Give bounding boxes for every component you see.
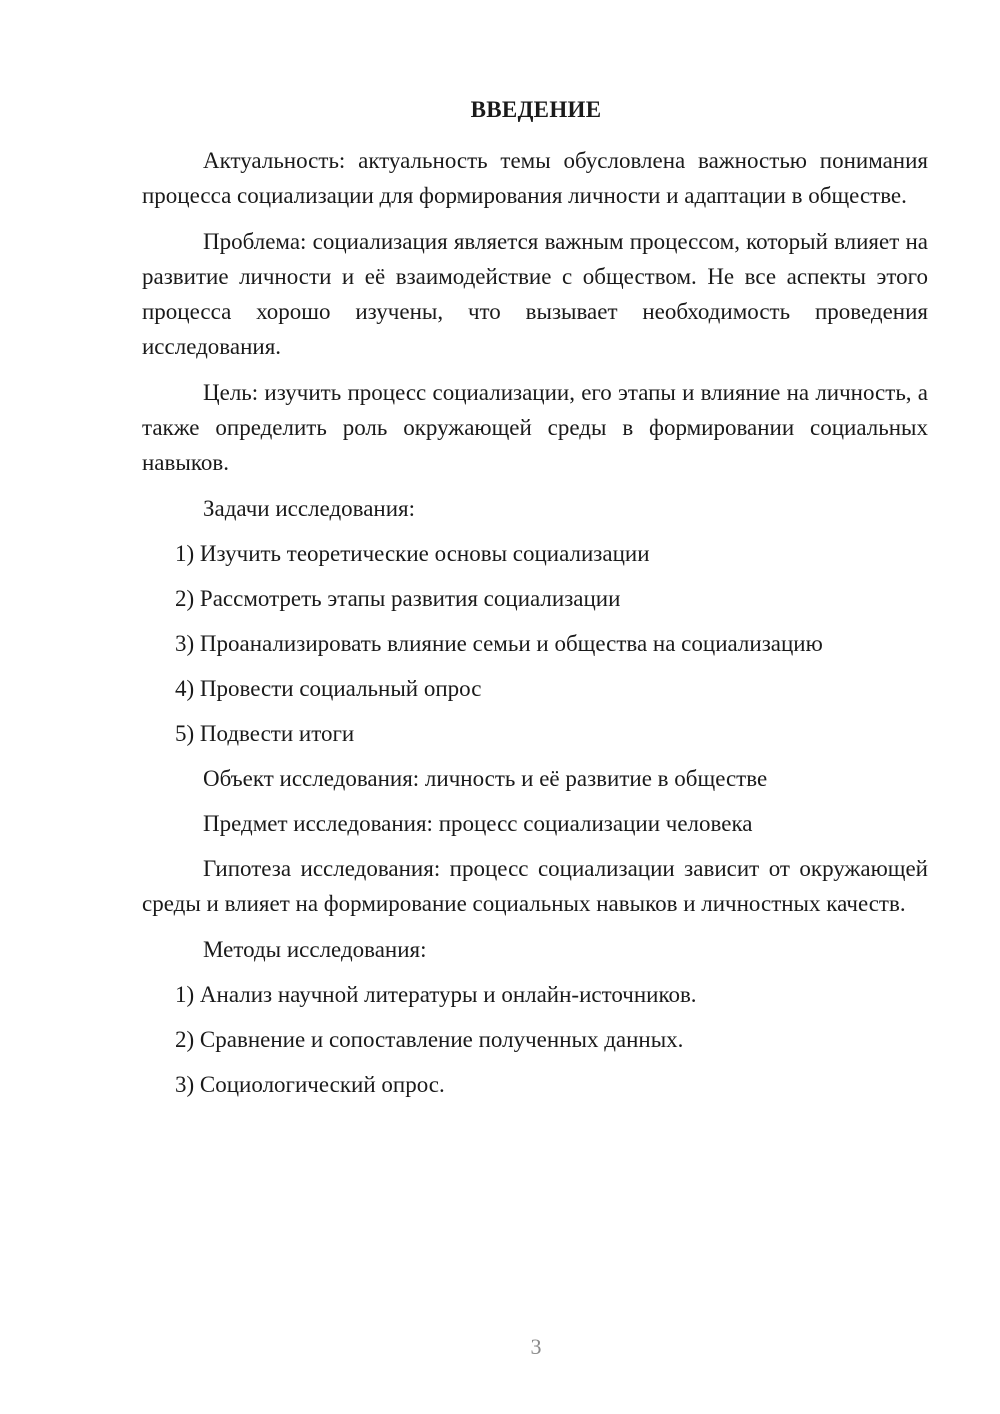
task-item: 4) Провести социальный опрос xyxy=(175,676,482,701)
methods-heading: Методы исследования: xyxy=(203,937,427,962)
problem-paragraph: Проблема: социализация является важным процессом, который влияет на развитие личности и её взаимодействие с обществом. Не все аспекты этого процесса хорошо изучены, что вызывает необходимость проведения исследования. xyxy=(142,229,928,359)
page-number: 3 xyxy=(530,1334,542,1359)
task-item: 2) Рассмотреть этапы развития социализации xyxy=(175,586,621,611)
goal-paragraph: Цель: изучить процесс социализации, его этапы и влияние на личность, а также определить роль окружающей среды в формировании социальных навыков. xyxy=(142,380,928,475)
task-item: 3) Проанализировать влияние семьи и общества на социализацию xyxy=(175,631,823,656)
research-subject: Предмет исследования: процесс социализации человека xyxy=(203,811,753,836)
method-item: 2) Сравнение и сопоставление полученных данных. xyxy=(175,1027,684,1052)
research-object: Объект исследования: личность и её развитие в обществе xyxy=(203,766,768,791)
hypothesis-paragraph: Гипотеза исследования: процесс социализации зависит от окружающей среды и влияет на формирование социальных навыков и личностных качеств. xyxy=(142,856,928,916)
methods-list xyxy=(142,977,928,1102)
method-item: 3) Социологический опрос. xyxy=(175,1072,445,1097)
section-title: ВВЕДЕНИЕ xyxy=(470,97,602,122)
document-body xyxy=(142,143,928,1112)
relevance-paragraph: Актуальность: актуальность темы обусловлена важностью понимания процесса социализации для формирования личности и адаптации в обществе. xyxy=(142,148,928,208)
method-item: 1) Анализ научной литературы и онлайн-источников. xyxy=(175,982,697,1007)
tasks-list xyxy=(142,536,928,751)
tasks-heading: Задачи исследования: xyxy=(203,496,416,521)
task-item: 5) Подвести итоги xyxy=(175,721,355,746)
task-item: 1) Изучить теоретические основы социализации xyxy=(175,541,650,566)
